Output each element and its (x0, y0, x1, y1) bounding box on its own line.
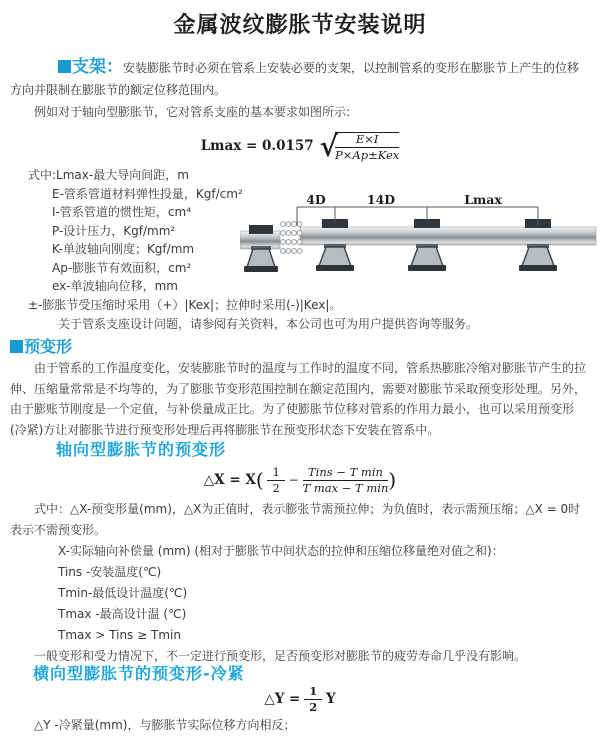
support-intro-paragraph (10, 56, 590, 101)
section-bullet-icon (10, 340, 23, 353)
definition-line: Ap-膨胀节有效面积，cm² (52, 260, 192, 275)
support-consult-note: 关于管系支座设计问题，请参阅有关资料，本公司也可为用户提供咨询等服务。 (58, 317, 479, 331)
lateral-coldtight-formula (0, 684, 600, 714)
definition-line: P-设计压力，Kgf/mm² (52, 223, 176, 238)
fraction-numerator: 1 (267, 466, 284, 481)
formula-lhs: △Y = (264, 691, 301, 707)
diagram-svg (240, 194, 598, 286)
open-paren: ( (255, 468, 264, 492)
fraction-denominator: T max − T min (302, 481, 389, 495)
axial-predeform-formula (0, 462, 600, 498)
axial-line: 一般变形和受力情况下，不一定进行预变形，足否预变形对膨胀节的疲劳寿命几乎没有影响。 (34, 649, 527, 663)
dimension-label: 4D (306, 194, 326, 207)
definition-line: 式中:Lmax-最大导向间距，m (28, 168, 189, 182)
fraction-denominator: 2 (309, 700, 318, 714)
page-title: 金属波纹膨胀节安装说明 (173, 13, 427, 38)
dimension-label: 14D (366, 194, 396, 207)
fraction-denominator: 2 (272, 481, 280, 495)
support-intro-text: 安装膨胀节时必须在管系上安装必要的支架，以控制管系的变形在膨胀节上产生的位移方向并限制在膨胀节的额定位移范围内。 (10, 61, 580, 97)
axial-line: Tmax -最高设计温 (℃) (58, 607, 187, 621)
predeform-paragraph: 由于管系的工作温度变化，安装膨胀节时的温度与工作时的温度不同，管系热膨胀冷缩对膨胀节产生的拉伸、压缩量常常是不均等的，为了膨胀节变形范围控制在额定范围内，需要对膨胀节采取预变形处理。另外，由于膨账节刚度是一个定值，与补偿量成正比。为了使膨胀节位移对管系的作用力最小，也可以采用预变形(冷紧)方让对膨胀节进行预变形处理后再将膨胀节在预变形状态下安装在管系中。 (10, 361, 587, 437)
axial-line: Tmax > Tins ≥ Tmin (58, 628, 181, 642)
guide-spacing-formula (0, 127, 600, 165)
axial-shizhong-paragraph: 式中：△X-预变形量(mm)，△X为正值时，表示膨张节需预拉伸；为负值时，表示需预压缩；△X = 0时表示不需预变形。 (10, 502, 581, 537)
predeform-section-heading (10, 338, 590, 356)
definition-line: ±-膨胀节受压缩时采用（+）|Kex|；拉伸时采用(-)|Kex|。 (28, 297, 342, 312)
axial-line: Tins -安装温度(℃) (58, 565, 162, 579)
formula-lhs: △X = X (203, 472, 256, 488)
dimension-label: Lmax (464, 194, 502, 207)
support-heading-label: 支架： (72, 57, 123, 77)
half-fraction (304, 685, 322, 714)
half-fraction (267, 466, 284, 495)
definition-line: E-管系管道材料弹性投量，Kgf/cm² (52, 186, 243, 201)
formula-fraction (335, 132, 399, 162)
axial-subheading: 轴向型膨胀节的预变形 (56, 440, 227, 459)
support-example-line: 例如对于轴向型膨胀节，它对管系支座的基本要求如图所示: (34, 105, 351, 119)
axial-line: X-实际轴向补偿量 (mm) (相对于膨胀节中间状态的拉伸和压缩位移量绝对值之和)： (58, 544, 504, 558)
predeform-heading-label: 预变形 (24, 337, 73, 356)
temperature-fraction (303, 466, 389, 495)
radical-sign: √ (319, 129, 339, 163)
pipe (300, 227, 596, 245)
definition-line: K-单波轴向刚度；Kgf/mm (52, 242, 195, 256)
lateral-note: △Y -冷紧量(mm)，与膨胀节实际位移方向相反； (34, 718, 296, 732)
pipe-support-diagram (240, 194, 598, 286)
lateral-subheading: 横向型膨胀节的预变形-冷紧 (33, 664, 245, 683)
support-section-heading (58, 57, 123, 77)
close-paren: ) (388, 468, 397, 492)
formula-lhs: Lmax = 0.0157 (200, 138, 314, 154)
definition-line: I-管系管道的惯性矩，cm⁴ (52, 205, 191, 219)
bellows-icon (281, 222, 302, 254)
fraction-numerator: Tins − T min (303, 466, 389, 481)
minus-sign: − (288, 473, 299, 487)
definition-line: ex-单波轴向位移，mm (52, 279, 178, 293)
formula-rhs: Y (326, 691, 336, 707)
section-bullet-icon (58, 60, 71, 73)
fraction-numerator: 1 (304, 685, 322, 700)
fraction-denominator: P×Ap±Kex (335, 147, 400, 162)
fraction-numerator: E×I (335, 133, 399, 148)
axial-line: Tmin-最低设计温度(℃) (58, 586, 188, 600)
